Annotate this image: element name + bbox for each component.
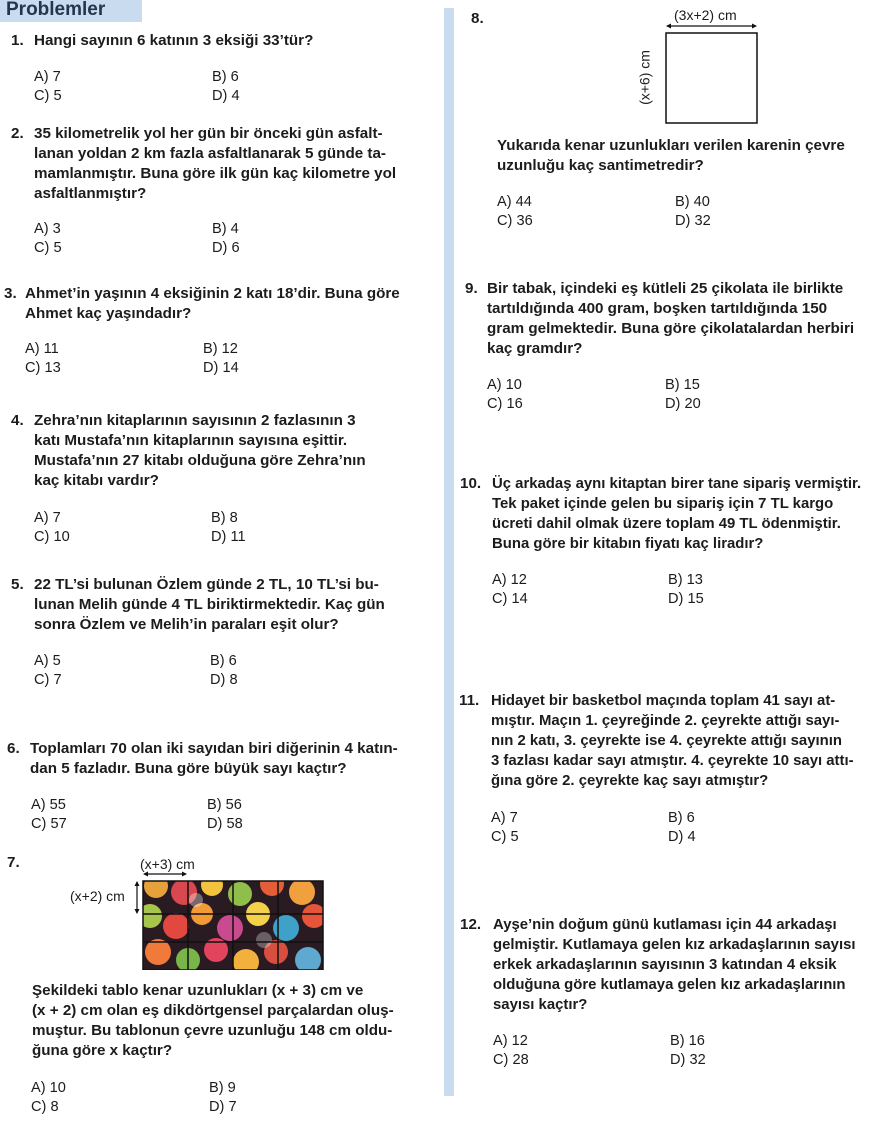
option-c[interactable]: C) 8 — [31, 1099, 59, 1115]
option-a[interactable]: A) 5 — [34, 653, 61, 669]
option-c[interactable]: C) 57 — [31, 816, 67, 832]
question-number: 5. — [11, 576, 24, 593]
option-a[interactable]: A) 7 — [34, 510, 61, 526]
question-number: 6. — [7, 740, 20, 757]
option-b[interactable]: B) 16 — [670, 1033, 705, 1049]
question-number: 11. — [459, 692, 480, 709]
option-a[interactable]: A) 10 — [487, 377, 522, 393]
option-b[interactable]: B) 56 — [207, 797, 242, 813]
option-d[interactable]: D) 7 — [209, 1099, 237, 1115]
figure-height-label: (x+2) cm — [70, 888, 125, 904]
question-number: 9. — [465, 280, 478, 297]
tablo-figure — [132, 870, 332, 970]
option-b[interactable]: B) 8 — [211, 510, 238, 526]
question-number: 4. — [11, 412, 24, 429]
option-c[interactable]: C) 16 — [487, 396, 523, 412]
question-number: 1. — [11, 32, 24, 49]
question-number: 12. — [460, 916, 482, 933]
option-b[interactable]: B) 40 — [675, 194, 710, 210]
figure-width-label: (3x+2) cm — [674, 7, 737, 23]
option-b[interactable]: B) 4 — [212, 221, 239, 237]
figure-width-label: (x+3) cm — [140, 856, 195, 872]
option-c[interactable]: C) 5 — [491, 829, 519, 845]
question-number: 7. — [7, 854, 20, 871]
section-title: Problemler — [6, 0, 106, 20]
question-text: Hidayet bir basketbol maçında toplam 41 sayı at- mıştır. Maçın 1. çeyreğinde 2. çeyrekte attığı sayı- nın 2 katı, 3. çeyrekte ise 4. çeyrekte attığı sayının 3 fazlası kadar sayı atmıştır. 4. çeyrekte 10 sayı attı- ğına göre 2. çeyrekte kaç sayı atmıştır? — [491, 693, 854, 789]
option-c[interactable]: C) 28 — [493, 1052, 529, 1068]
option-a[interactable]: A) 10 — [31, 1080, 66, 1096]
question-number: 10. — [460, 475, 482, 492]
option-c[interactable]: C) 14 — [492, 591, 528, 607]
question-text: Ahmet’in yaşının 4 eksiğinin 2 katı 18’dir. Buna göre Ahmet kaç yaşındadır? — [25, 285, 400, 322]
option-a[interactable]: A) 12 — [492, 572, 527, 588]
option-d[interactable]: D) 20 — [665, 396, 701, 412]
question-text: Ayşe’nin doğum günü kutlaması için 44 arkadaşı gelmiştir. Kutlamaya gelen kız arkadaşlarının sayısı erkek arkadaşlarının sayısının 3 katından 4 eksik olduğuna göre kutlamaya gelen kız arkadaşlarının sayısı kaçtır? — [493, 917, 856, 1013]
option-c[interactable]: C) 7 — [34, 672, 62, 688]
option-a[interactable]: A) 11 — [25, 341, 59, 357]
option-d[interactable]: D) 32 — [670, 1052, 706, 1068]
question-number: 8. — [471, 10, 484, 27]
question-text: Yukarıda kenar uzunlukları verilen karenin çevre uzunluğu kaç santimetredir? — [497, 137, 845, 174]
option-d[interactable]: D) 4 — [212, 88, 240, 104]
section-header — [0, 0, 142, 22]
figure-height-label: (x+6) cm — [636, 50, 653, 105]
square-figure — [650, 20, 780, 125]
option-b[interactable]: B) 9 — [209, 1080, 236, 1096]
option-b[interactable]: B) 6 — [212, 69, 239, 85]
question-text: Zehra’nın kitaplarının sayısının 2 fazlasının 3 katı Mustafa’nın kitaplarının sayısına eşittir. Mustafa’nın 27 kitabı olduğuna göre Zehra’nın kaç kitabı vardır? — [34, 412, 366, 489]
option-d[interactable]: D) 32 — [675, 213, 711, 229]
option-b[interactable]: B) 12 — [203, 341, 238, 357]
option-c[interactable]: C) 5 — [34, 88, 62, 104]
question-text: 22 TL’si bulunan Özlem günde 2 TL, 10 TL’si bu- lunan Melih günde 4 TL biriktirmektedir. Kaç gün sonra Özlem ve Melih’in paraları eşit olur? — [34, 576, 385, 633]
option-a[interactable]: A) 7 — [34, 69, 61, 85]
option-c[interactable]: C) 10 — [34, 529, 70, 545]
question-number: 3. — [4, 285, 17, 302]
option-b[interactable]: B) 15 — [665, 377, 700, 393]
option-c[interactable]: C) 36 — [497, 213, 533, 229]
option-d[interactable]: D) 14 — [203, 360, 239, 376]
option-a[interactable]: A) 55 — [31, 797, 66, 813]
option-b[interactable]: B) 13 — [668, 572, 703, 588]
question-text: Toplamları 70 olan iki sayıdan biri diğerinin 4 katın- dan 5 fazladır. Buna göre büyük sayı kaçtır? — [30, 740, 398, 777]
option-c[interactable]: C) 13 — [25, 360, 61, 376]
question-number: 2. — [11, 125, 24, 142]
question-text: Üç arkadaş aynı kitaptan birer tane sipariş vermiştir. Tek paket içinde gelen bu sipariş için 7 TL kargo ücreti dahil olmak üzere toplam 49 TL ödenmiştir. Buna göre bir kitabın fiyatı kaç liradır? — [492, 476, 862, 552]
option-a[interactable]: A) 44 — [497, 194, 532, 210]
option-d[interactable]: D) 8 — [210, 672, 238, 688]
question-text: Şekildeki tablo kenar uzunlukları (x + 3) cm ve (x + 2) cm olan eş dikdörtgensel parçalardan oluş- muştur. Bu tablonun çevre uzunluğu 148 cm oldu- ğuna göre x kaçtır? — [32, 982, 394, 1059]
option-d[interactable]: D) 15 — [668, 591, 704, 607]
option-a[interactable]: A) 3 — [34, 221, 61, 237]
option-b[interactable]: B) 6 — [210, 653, 237, 669]
option-a[interactable]: A) 12 — [493, 1033, 528, 1049]
option-d[interactable]: D) 58 — [207, 816, 243, 832]
option-d[interactable]: D) 11 — [211, 529, 246, 545]
question-text: Bir tabak, içindeki eş kütleli 25 çikolata ile birlikte tartıldığında 400 gram, boşken tartıldığında 150 gram gelmektedir. Buna göre çikolatalardan herbiri kaç gramdır? — [487, 280, 855, 357]
option-c[interactable]: C) 5 — [34, 240, 62, 256]
option-d[interactable]: D) 4 — [668, 829, 696, 845]
option-a[interactable]: A) 7 — [491, 810, 518, 826]
option-d[interactable]: D) 6 — [212, 240, 240, 256]
question-text: 35 kilometrelik yol her gün bir önceki gün asfalt- lanan yoldan 2 km fazla asfaltlanarak 5 günde ta- mamlanmıştır. Buna göre ilk gün kaç kilometre yol asfaltlanmıştır? — [34, 125, 397, 202]
question-text: Hangi sayının 6 katının 3 eksiği 33’tür? — [34, 32, 314, 49]
column-divider — [444, 8, 454, 1096]
option-b[interactable]: B) 6 — [668, 810, 695, 826]
